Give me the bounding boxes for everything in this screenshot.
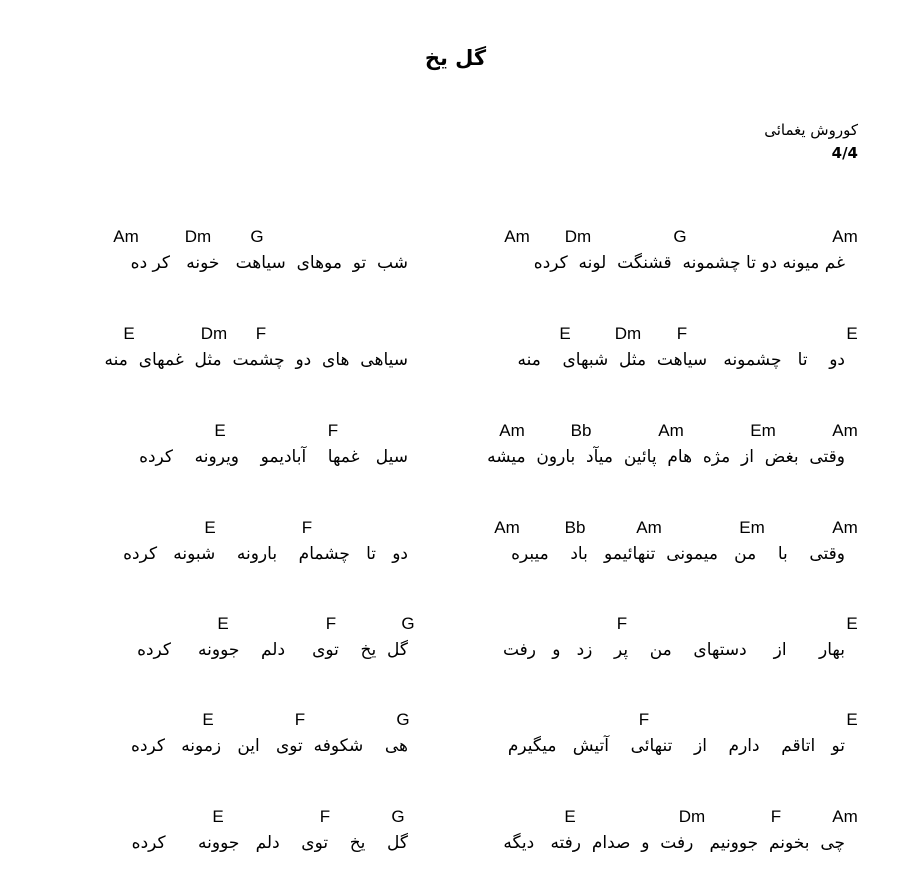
lyric-line-right-2: دو تا چشمونه سیاهت مثل شبهای منه xyxy=(517,350,845,370)
chord-right-7-1: E xyxy=(564,807,576,826)
lyric-line-right-6: تو اتاقم دارم از تنهائی آتیش میگیرم xyxy=(507,736,845,756)
chord-right-3-2: Bb xyxy=(570,421,592,440)
chord-left-2-2: Dm xyxy=(200,324,228,343)
lyric-line-left-2: سیاهی های دو چشمت مثل غمهای منه xyxy=(104,350,408,370)
lyric-line-left-4: دو تا چشمام بارونه شبونه کرده xyxy=(123,544,408,564)
chord-right-2-2: Dm xyxy=(614,324,642,343)
lyric-line-right-7: چی بخونم جوونیم رفت و صدام رفته دیگه xyxy=(503,833,845,853)
lyric-line-right-1: غم میونه دو تا چشمونه قشنگت لونه کرده xyxy=(533,253,845,273)
chord-right-7-4: Am xyxy=(832,807,858,826)
lyric-line-left-3: سیل غمها آبادیمو ویرونه کرده xyxy=(139,447,408,467)
lyric-line-left-5: گل یخ توی دلم جوونه کرده xyxy=(137,640,408,660)
chord-right-1-4: Am xyxy=(832,227,858,246)
chord-left-7-2: F xyxy=(319,807,331,826)
chord-right-6-2: E xyxy=(846,710,858,729)
lyric-line-right-4: وقتی با من میمونی تنهائیمو باد میبره xyxy=(511,544,845,564)
chord-left-6-3: G xyxy=(396,710,410,729)
chord-right-6-1: F xyxy=(638,710,650,729)
chord-left-4-2: F xyxy=(301,518,313,537)
lyric-line-left-7: گل یخ توی دلم جوونه کرده xyxy=(131,833,408,853)
chord-left-6-1: E xyxy=(202,710,214,729)
chord-left-5-1: E xyxy=(217,614,229,633)
chord-right-2-4: E xyxy=(846,324,858,343)
composer-name: کوروش یغمائی xyxy=(764,121,858,139)
chord-left-3-2: F xyxy=(327,421,339,440)
chord-right-2-3: F xyxy=(676,324,688,343)
chord-right-4-3: Am xyxy=(636,518,662,537)
chord-left-4-1: E xyxy=(204,518,216,537)
chord-left-6-2: F xyxy=(294,710,306,729)
chord-right-4-2: Bb xyxy=(564,518,586,537)
chord-left-5-3: G xyxy=(401,614,415,633)
chord-right-3-3: Am xyxy=(658,421,684,440)
time-signature: 4/4 xyxy=(831,144,858,162)
chord-left-7-3: G xyxy=(391,807,405,826)
chord-left-3-1: E xyxy=(214,421,226,440)
lyric-line-right-5: بهار از دستهای من پر زد و رفت xyxy=(502,640,845,660)
chord-left-1-3: G xyxy=(250,227,264,246)
chord-right-5-2: E xyxy=(846,614,858,633)
chord-left-2-3: F xyxy=(255,324,267,343)
chord-left-1-1: Am xyxy=(113,227,139,246)
lyric-line-left-6: هی شکوفه توی این زمونه کرده xyxy=(131,736,408,756)
chord-right-1-3: G xyxy=(673,227,687,246)
chord-right-3-5: Am xyxy=(832,421,858,440)
chord-right-7-3: F xyxy=(770,807,782,826)
chord-right-4-5: Am xyxy=(832,518,858,537)
chord-right-1-1: Am xyxy=(504,227,530,246)
chord-right-3-1: Am xyxy=(499,421,525,440)
chord-left-5-2: F xyxy=(325,614,337,633)
chord-left-1-2: Dm xyxy=(184,227,212,246)
chord-right-5-1: F xyxy=(616,614,628,633)
chord-right-4-4: Em xyxy=(739,518,765,537)
chord-left-2-1: E xyxy=(123,324,135,343)
chord-right-4-1: Am xyxy=(494,518,520,537)
chord-right-2-1: E xyxy=(559,324,571,343)
song-title: گل یخ xyxy=(424,46,487,70)
lyric-line-right-3: وقتی بغض از مژه هام پائین میآد بارون میشه xyxy=(487,447,845,467)
chord-right-7-2: Dm xyxy=(678,807,706,826)
chord-right-1-2: Dm xyxy=(564,227,592,246)
lyric-line-left-1: شب تو موهای سیاهت خونه کر ده xyxy=(130,253,408,273)
chord-left-7-1: E xyxy=(212,807,224,826)
chord-right-3-4: Em xyxy=(750,421,776,440)
